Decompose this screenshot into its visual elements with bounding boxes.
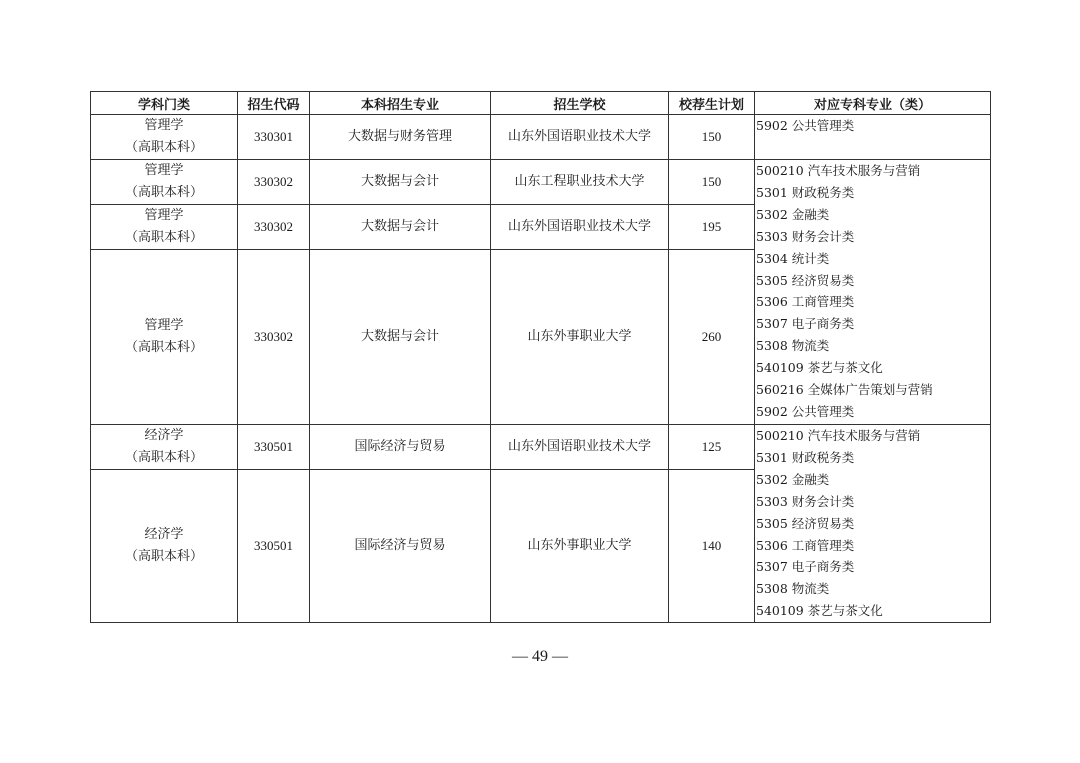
code-cell: 330501 xyxy=(238,470,310,623)
corresponding-major: 540109 茶艺与茶文化 xyxy=(756,603,883,619)
category-note: （高职本科） xyxy=(124,340,203,355)
header-category: 学科门类 xyxy=(91,92,238,115)
school-cell: 山东外国语职业技术大学 xyxy=(491,425,669,470)
category-name: 管理学 xyxy=(144,318,184,333)
category-cell xyxy=(91,205,238,250)
major-cell: 大数据与会计 xyxy=(310,205,491,250)
corresponding-major: 5302 金融类 xyxy=(756,206,830,222)
category-note: （高职本科） xyxy=(124,140,203,155)
category-note: （高职本科） xyxy=(124,230,203,245)
corresponding-major: 5303 财务会计类 xyxy=(756,228,855,244)
corresponding-major: 5306 工商管理类 xyxy=(756,294,855,310)
table-row xyxy=(91,160,991,205)
category-name: 经济学 xyxy=(144,527,184,543)
category-cell xyxy=(91,250,238,425)
code-cell: 330301 xyxy=(238,115,310,160)
header-code: 招生代码 xyxy=(238,92,310,115)
plan-cell: 125 xyxy=(669,425,755,470)
corresponding-major: 5308 物流类 xyxy=(756,338,830,354)
corresponding-major: 5303 财务会计类 xyxy=(756,493,855,509)
major-cell: 大数据与会计 xyxy=(310,160,491,205)
header-major: 本科招生专业 xyxy=(310,92,491,115)
category-cell xyxy=(91,425,238,470)
corresponding-major: 560216 全媒体广告策划与营销 xyxy=(756,382,933,398)
school-cell: 山东工程职业技术大学 xyxy=(491,160,669,205)
code-cell: 330302 xyxy=(238,250,310,425)
corresponding-major: 5306 工商管理类 xyxy=(756,537,855,553)
major-cell: 国际经济与贸易 xyxy=(310,470,491,623)
plan-cell: 150 xyxy=(669,115,755,160)
code-cell: 330501 xyxy=(238,425,310,470)
header-corresponding: 对应专科专业（类） xyxy=(755,92,991,115)
corresponding-major: 5304 统计类 xyxy=(756,250,830,266)
header-school: 招生学校 xyxy=(491,92,669,115)
plan-cell: 150 xyxy=(669,160,755,205)
corresponding-major: 5902 公共管理类 xyxy=(756,118,855,133)
school-cell: 山东外事职业大学 xyxy=(491,250,669,425)
major-cell: 国际经济与贸易 xyxy=(310,425,491,470)
major-cell: 大数据与财务管理 xyxy=(310,115,491,160)
corresponding-majors-cell xyxy=(755,115,991,160)
plan-cell: 260 xyxy=(669,250,755,425)
major-cell: 大数据与会计 xyxy=(310,250,491,425)
category-note: （高职本科） xyxy=(124,549,203,565)
corresponding-major: 500210 汽车技术服务与营销 xyxy=(756,163,921,178)
corresponding-major: 5301 财政税务类 xyxy=(756,184,855,200)
corresponding-majors-cell xyxy=(755,160,991,425)
school-cell: 山东外事职业大学 xyxy=(491,470,669,623)
category-cell xyxy=(91,115,238,160)
category-cell xyxy=(91,470,238,623)
school-cell: 山东外国语职业技术大学 xyxy=(491,115,669,160)
corresponding-major: 500210 汽车技术服务与营销 xyxy=(756,428,921,443)
table-header-row xyxy=(91,92,991,115)
corresponding-major: 5302 金融类 xyxy=(756,471,830,487)
page-number: — 49 — xyxy=(512,648,568,665)
category-name: 管理学 xyxy=(144,208,184,223)
school-cell: 山东外国语职业技术大学 xyxy=(491,205,669,250)
corresponding-major: 5902 公共管理类 xyxy=(756,403,855,419)
category-note: （高职本科） xyxy=(124,185,203,200)
code-cell: 330302 xyxy=(238,205,310,250)
category-cell xyxy=(91,160,238,205)
plan-cell: 140 xyxy=(669,470,755,623)
corresponding-major: 5305 经济贸易类 xyxy=(756,515,855,531)
category-name: 管理学 xyxy=(144,163,184,178)
header-plan: 校荐生计划 xyxy=(669,92,755,115)
recommendation-plan-table xyxy=(90,91,991,623)
corresponding-major: 5307 电子商务类 xyxy=(756,316,855,332)
corresponding-major: 5308 物流类 xyxy=(756,581,830,597)
code-cell: 330302 xyxy=(238,160,310,205)
table-row xyxy=(91,425,991,470)
plan-cell: 195 xyxy=(669,205,755,250)
category-name: 经济学 xyxy=(144,428,184,444)
corresponding-major: 540109 茶艺与茶文化 xyxy=(756,360,883,376)
category-name: 管理学 xyxy=(144,118,184,133)
corresponding-majors-cell xyxy=(755,425,991,623)
table-row xyxy=(91,115,991,160)
category-note: （高职本科） xyxy=(124,450,203,466)
corresponding-major: 5301 财政税务类 xyxy=(756,449,855,465)
corresponding-major: 5307 电子商务类 xyxy=(756,559,855,575)
corresponding-major: 5305 经济贸易类 xyxy=(756,272,855,288)
